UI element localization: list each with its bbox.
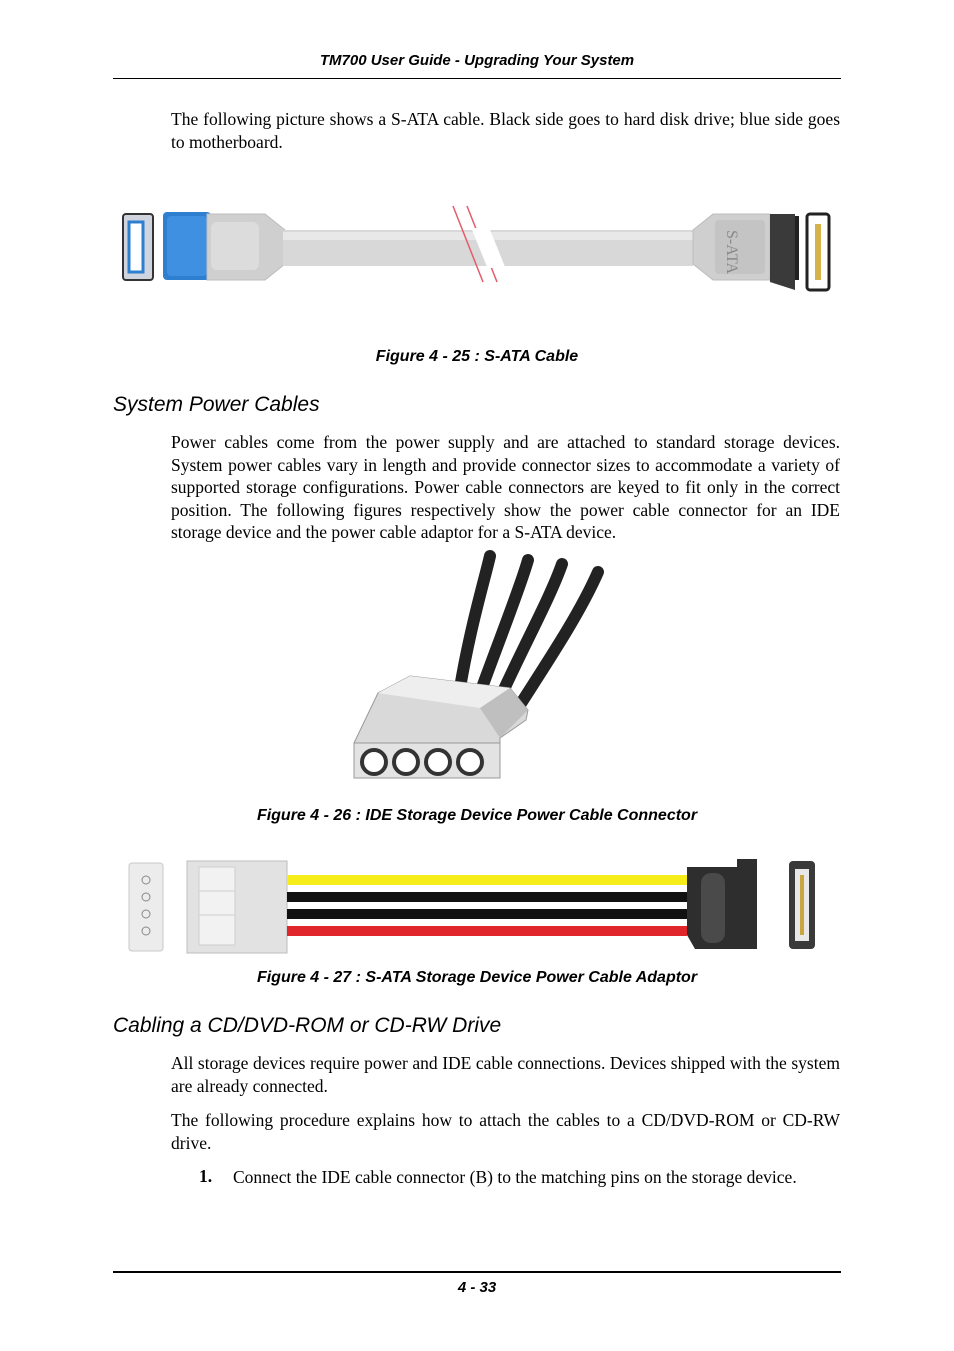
cd-paragraph-1: All storage devices require power and IDE cable connections. Devices shipped with the system are already connected. xyxy=(171,1053,840,1096)
figure-26-caption: Figure 4 - 26 : IDE Storage Device Power Cable Connector xyxy=(256,807,698,824)
section-heading-power: System Power Cables xyxy=(113,393,320,416)
cd-paragraph-2: The following procedure explains how to attach the cables to a CD/DVD-ROM or CD-RW drive. xyxy=(171,1110,840,1153)
section-heading-cd: Cabling a CD/DVD-ROM or CD-RW Drive xyxy=(113,1014,502,1037)
figure-27-caption: Figure 4 - 27 : S-ATA Storage Device Power Cable Adaptor xyxy=(256,969,698,986)
step-text: Connect the IDE cable connector (B) to the matching pins on the storage device. xyxy=(233,1167,797,1187)
intro-paragraph: The following picture shows a S-ATA cable. Black side goes to hard disk drive; blue side goes to motherboard. xyxy=(171,109,840,152)
step-number: 1. xyxy=(199,1166,213,1186)
power-paragraph: Power cables come from the power supply and are attached to standard storage devices. System power cables vary in length and provide connector sizes to accommodate a variety of supported storage configurations. Power cable connectors are keyed to fit only in the correct position. The following figures respectively show the power cable connector for an IDE storage device and the power cable adaptor for a S-ATA device. xyxy=(171,432,840,542)
sata-cable-figure xyxy=(115,200,835,295)
ide-power-connector-figure xyxy=(350,548,610,793)
figure-25-caption: Figure 4 - 25 : S-ATA Cable xyxy=(375,348,579,365)
footer-rule xyxy=(113,1271,841,1273)
page-header: TM700 User Guide - Upgrading Your System xyxy=(319,52,635,69)
header-rule xyxy=(113,78,841,79)
sata-power-adaptor-figure xyxy=(125,855,825,955)
page-number: 4 - 33 xyxy=(457,1279,497,1296)
sata-label-text: S-ATA xyxy=(723,230,740,275)
